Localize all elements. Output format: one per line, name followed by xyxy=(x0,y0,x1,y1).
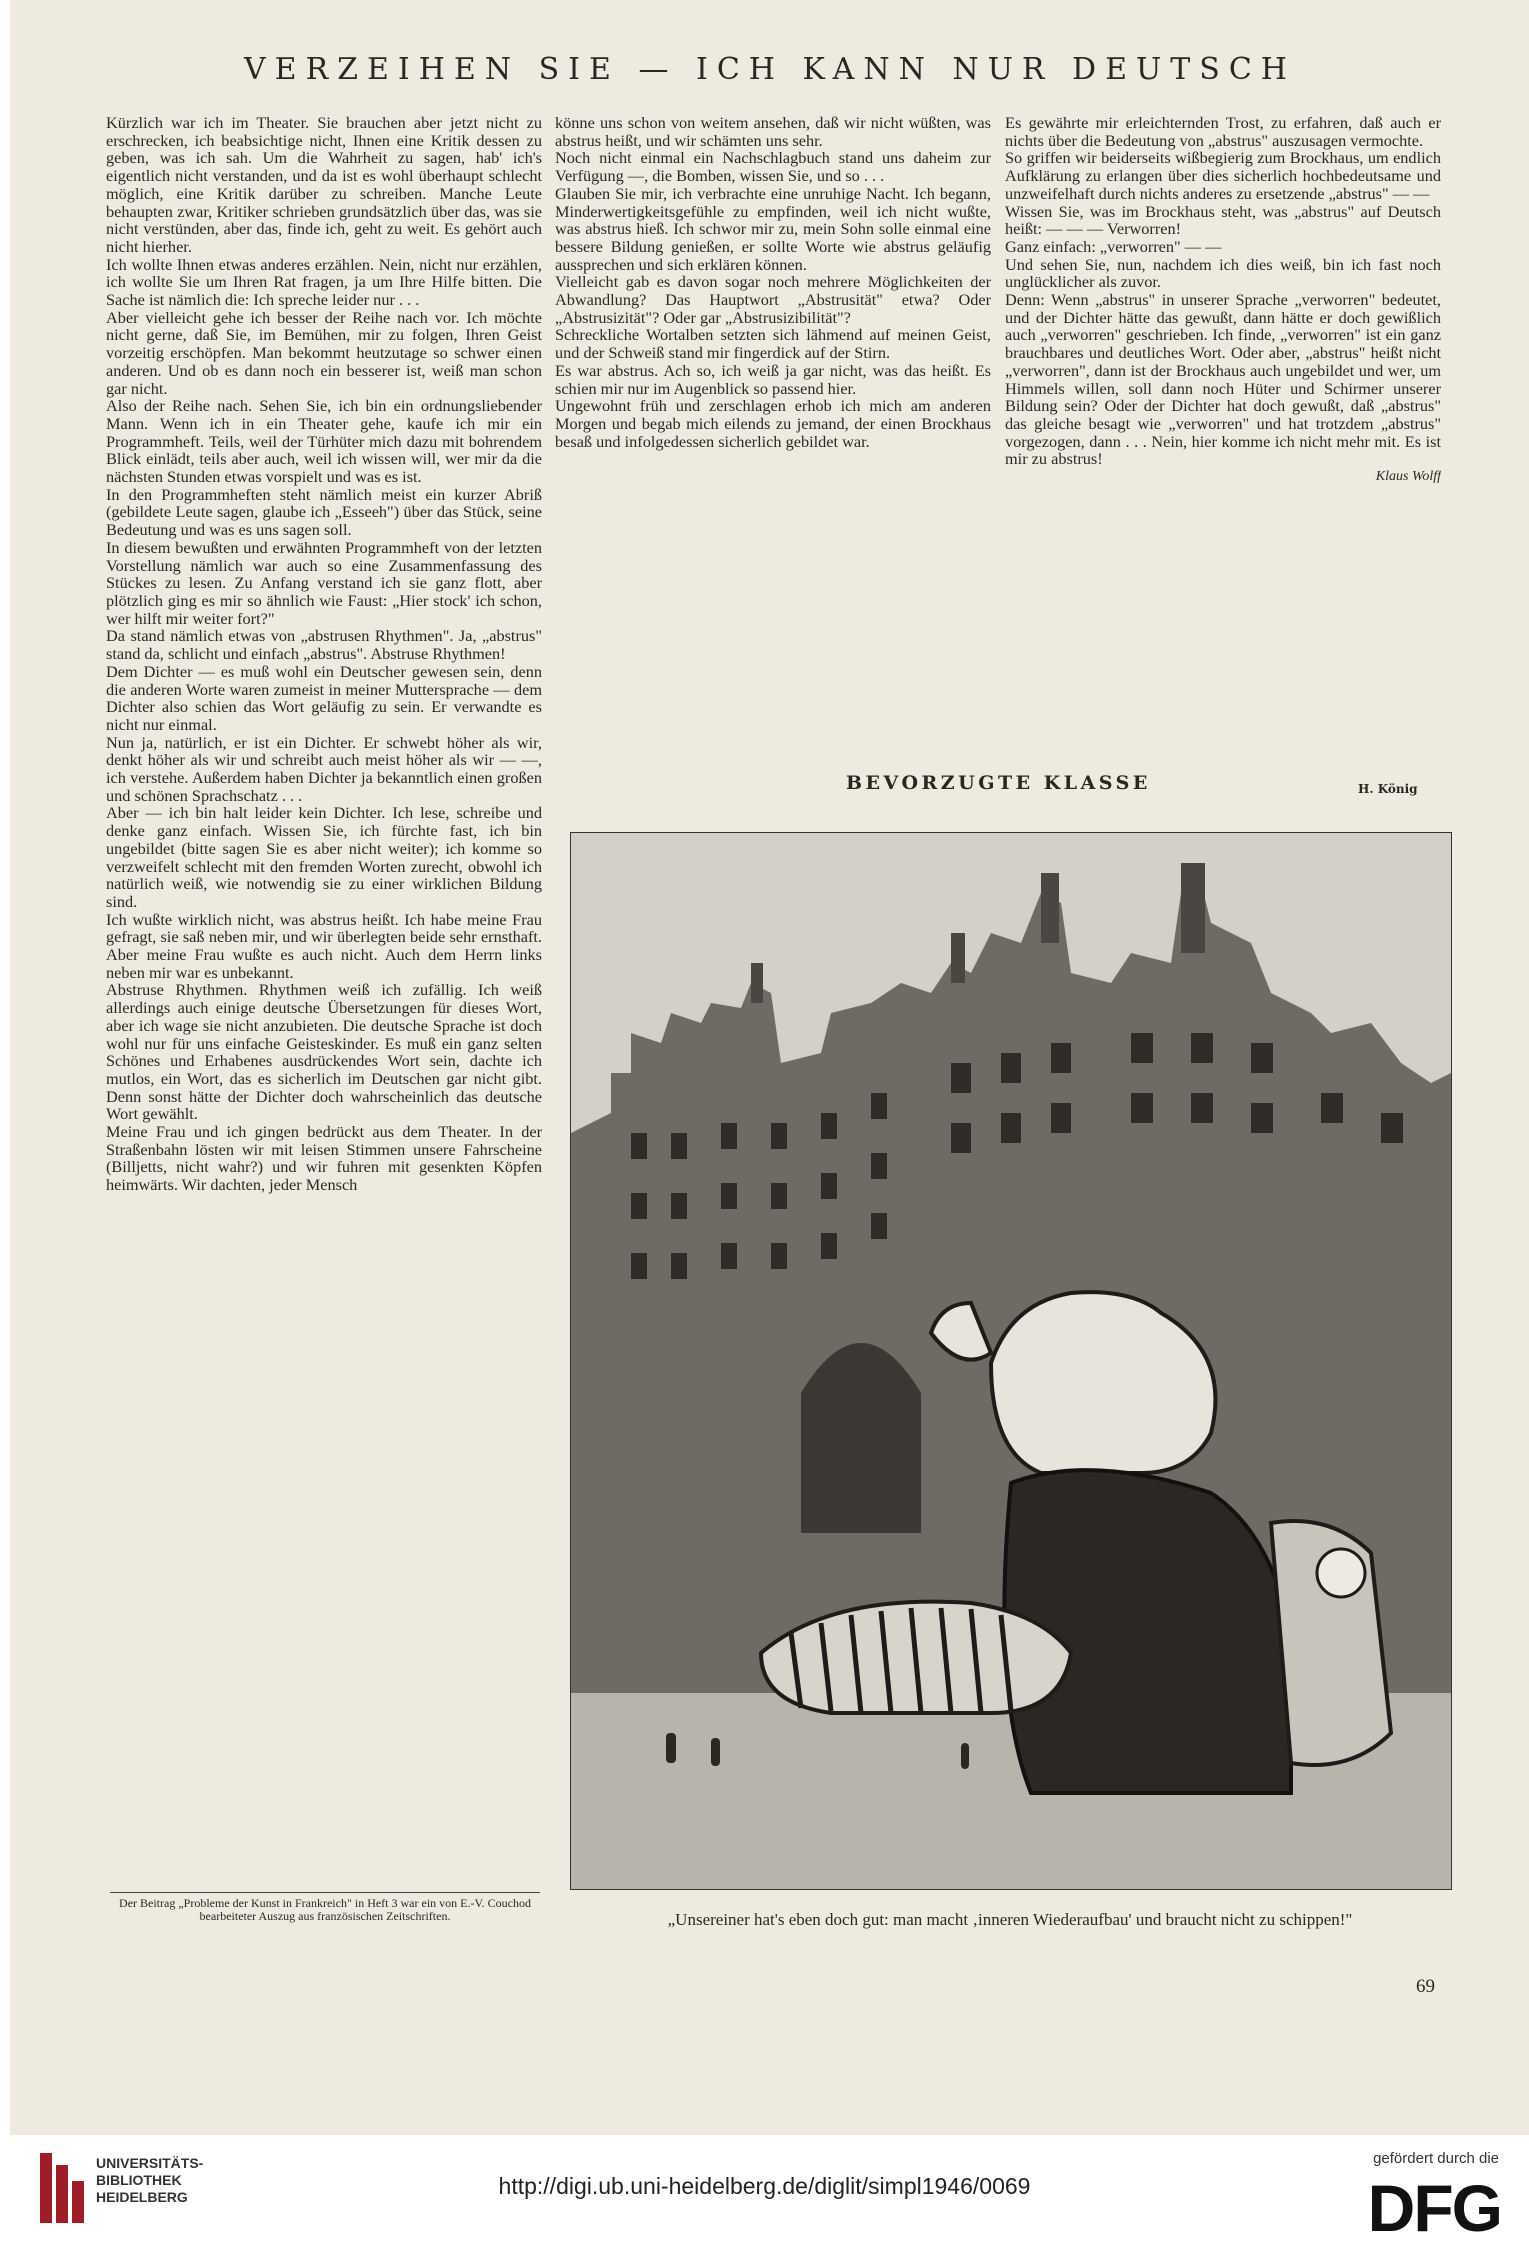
article-headline: VERZEIHEN SIE — ICH KANN NUR DEUTSCH xyxy=(244,52,1296,87)
archway xyxy=(801,1343,921,1533)
cartoon-caption: „Unsereiner hat's eben doch gut: man macht ‚inneren Wiederaufbau' und braucht nicht zu schippen!" xyxy=(667,1910,1353,1929)
paragraph: Aber — ich bin halt leider kein Dichter. Ich lese, schreibe und denke ganz einfach. Wissen Sie, ich fürchte fast, ich bin ungebildet (bitte sagen Sie es aber nicht weiter); ich komme so verzweifelt schlecht mit den fremden Worten zurecht, obwohl ich natürlich weiß, wie notwendig sie zu einer wirklichen Bildung sind. xyxy=(106,803,542,911)
paragraph: Meine Frau und ich gingen bedrückt aus dem Theater. In der Straßenbahn lösten wir mit leisen Stimmen unsere Fahrscheine (Billjetts, nicht wahr?) und wir fuhren mit gesenkten Köpfen heimwärts. Wir dachten, jeder Mensch xyxy=(106,1122,542,1195)
paragraph: Denn: Wenn „abstrus" in unserer Sprache „verworren" bedeutet, und der Dichter hätte das gewußt, dann hätte er doch gewißlich auch „verworren" geschrieben. Ich finde, „verworren" ist ein ganz brauchbares und deutliches Wort. Oder aber, „abstrus" heißt nicht „verworren", dann ist der Brockhaus auch ungebildet und wer, um Himmels willen, soll dann noch Hüter und Schirmer unserer Bildung sein? Oder der Dichter hat doch gewußt, daß „abstrus" das gleiche besagt wie „verworren" und hat trotzdem „abstrus" vorgezogen, dann . . . Nein, hier komme ich nicht mehr mit. Es ist mir zu abstrus! xyxy=(1005,290,1441,469)
illustration-credit: H. König xyxy=(1358,782,1418,796)
paragraph: Und sehen Sie, nun, nachdem ich dies weiß, bin ich fast noch unglücklicher als zuvor. xyxy=(1005,254,1441,292)
paragraph: Ich wollte Ihnen etwas anderes erzählen. Nein, nicht nur erzählen, ich wollte Sie um Ihren Rat fragen, ja um Ihre Hilfe bitten. Die Sache ist nämlich die: Ich spreche leider nur . . . xyxy=(106,254,542,310)
paragraph: könne uns schon von weitem ansehen, daß wir nicht wüßten, was abstrus heißt, und wir schämten uns sehr. xyxy=(555,114,991,150)
article-author: Klaus Wolff xyxy=(1375,469,1441,485)
institution-line: UNIVERSITÄTS- xyxy=(96,2155,204,2171)
paragraph: Aber vielleicht gehe ich besser der Reihe nach vor. Ich möchte nicht gerne, daß Sie, im Bemühen, mir zu folgen, Ihren Geist vorzeitig erschöpfen. Man bekommt heutzutage so schwer einen anderen. Und ob es dann noch ein besserer ist, weiß man schon gar nicht. xyxy=(106,307,542,398)
article-column-1 xyxy=(106,114,542,1880)
funding-label: gefördert durch die xyxy=(1373,2150,1499,2167)
paragraph: Kürzlich war ich im Theater. Sie brauchen aber jetzt nicht zu erschrecken, ich beabsichtige nicht, Ihnen eine Kritik dessen zu geben, was ich sah. Um die Wahrheit zu sagen, hab' ich's eigentlich nicht verstanden, und da ist es wohl überhaupt schlecht möglich, eine Kritik darüber zu schreiben. Manche Leute behaupten zwar, Kritiker schrieben grundsätzlich über das, was sie nicht verstünden, aber das, finde ich, geht zu weit. Es gehört auch nicht hierher. xyxy=(106,114,542,256)
source-url-link[interactable]: http://digi.ub.uni-heidelberg.de/diglit/simpl1946/0069 xyxy=(498,2173,1031,2199)
paragraph: Dem Dichter — es muß wohl ein Deutscher gewesen sein, denn die anderen Worte waren zumeist in meiner Muttersprache — dem Dichter also schien das Wort geläufig zu sein. Er verwandte es nicht nur einmal. xyxy=(106,661,542,734)
paragraph: Noch nicht einmal ein Nachschlagbuch stand uns daheim zur Verfügung —, die Bomben, wissen Sie, und so . . . xyxy=(555,148,991,186)
cartoon-photo xyxy=(570,832,1452,1890)
footnote xyxy=(110,1892,540,1923)
paragraph: So griffen wir beiderseits wißbegierig zum Brockhaus, um endlich Aufklärung zu erlangen über dies sicherlich hochbedeutsame und unzweifelhaft durch nichts anderes zu ersetzende „abstrus" — — xyxy=(1005,148,1441,203)
paragraph: In diesem bewußten und erwähnten Programmheft von der letzten Vorstellung nämlich war auch so eine Zusammenfassung des Stückes zu lesen. Zu Anfang verstand ich sie ganz flott, aber plötzlich ging es mir so ähnlich wie Faust: „Hier stock' ich schon, wer hilft mir weiter fort?" xyxy=(106,537,542,628)
article-column-2 xyxy=(555,114,991,726)
paragraph: Nun ja, natürlich, er ist ein Dichter. Er schwebt höher als wir, denkt höher als wir und schreibt auch meist höher als wir — —, ich verstehe. Außerdem haben Dichter ja bekanntlich einen großen und schönen Sprachschatz . . . xyxy=(106,732,542,805)
page xyxy=(10,0,1529,2135)
paragraph: Also der Reihe nach. Sehen Sie, ich bin ein ordnungsliebender Mann. Wenn ich in ein Theater gehe, kaufe ich mir ein Programmheft. Teils, weil der Türhüter mich dazu mit bohrendem Blick einlädt, teils aber auch, weil ich wissen will, wer mir da die nächsten Stunden etwas vorspielt und was es ist. xyxy=(106,396,542,487)
digitization-footer xyxy=(0,2135,1529,2247)
footnote-rule xyxy=(110,1892,540,1893)
section-title: BEVORZUGTE KLASSE xyxy=(846,772,1151,794)
institution-line: BIBLIOTHEK xyxy=(96,2172,182,2188)
paragraph: In den Programmheften steht nämlich meist ein kurzer Abriß (gebildete Leute sagen, glaube ich „Esseeh") über das Stück, seine Bedeutung und was es uns sagen soll. xyxy=(106,484,542,540)
footnote-text: Der Beitrag „Probleme der Kunst in Frankreich" in Heft 3 war ein von E.-V. Couchod bearbeiteter Auszug aus französischen Zeitschriften. xyxy=(119,1896,531,1923)
paragraph: Schreckliche Wortalben setzten sich lähmend auf meinen Geist, und der Schweiß stand mir fingerdick auf der Stirn. xyxy=(555,325,991,363)
dfg-logo[interactable]: DFG xyxy=(1367,2171,1501,2245)
paragraph: Ganz einfach: „verworren" — — xyxy=(1005,236,1222,256)
paragraph: Ich wußte wirklich nicht, was abstrus heißt. Ich habe meine Frau gefragt, sie saß neben mir, und wir überlegten beide sehr ernsthaft. Aber meine Frau wußte es auch nicht. Auch dem Herrn links neben mir war es unbekannt. xyxy=(106,909,542,982)
paragraph: Glauben Sie mir, ich verbrachte eine unruhige Nacht. Ich begann, Minderwertigkeitsgefühle zu empfinden, weil ich nicht wußte, was abstrus hieß. Ich schwor mir zu, mein Sohn solle einmal eine bessere Bildung genießen, er sollte Worte wie abstrus geläufig aussprechen und sich erklären können. xyxy=(555,183,991,274)
page-number: 69 xyxy=(1416,1976,1435,1997)
paragraph: Wissen Sie, was im Brockhaus steht, was „abstrus" auf Deutsch heißt: — — — Verworren! xyxy=(1005,201,1441,239)
paragraph: Da stand nämlich etwas von „abstrusen Rhythmen". Ja, „abstrus" stand da, schlicht und einfach „abstrus". Abstruse Rhythmen! xyxy=(106,626,542,664)
article-column-3 xyxy=(1005,114,1441,726)
paragraph: Es gewährte mir erleichternden Trost, zu erfahren, daß auch er nichts über die Bedeutung von „abstrus" auszusagen vermochte. xyxy=(1005,114,1441,150)
paragraph: Ungewohnt früh und zerschlagen erhob ich mich am anderen Morgen und begab mich eilends zu jemand, der einen Brockhaus besaß und infolgedessen sicherlich gebildet war. xyxy=(555,396,991,451)
institution-line: HEIDELBERG xyxy=(96,2189,188,2205)
paragraph: Es war abstrus. Ach so, ich weiß ja gar nicht, was das heißt. Es schien mir nur im Augenblick so passend hier. xyxy=(555,360,991,398)
paragraph: Vielleicht gab es davon sogar noch mehrere Möglichkeiten der Abwandlung? Das Hauptwort „Abstrusität" etwa? Oder „Abstrusizität"? Oder gar „Abstrusizibilität"? xyxy=(555,272,991,327)
paragraph: Abstruse Rhythmen. Rhythmen weiß ich zufällig. Ich weiß allerdings auch einige deutsche Übersetzungen für dieses Wort, aber ich wage sie nicht anzubieten. Die deutsche Sprache ist doch wohl nur für uns einfache Geisteskinder. Es muß ein ganz selten Schönes und Erhabenes ausdrückendes Wort sein, dachte ich mutlos, ein Wort, das es sicherlich im Deutschen gar nicht gibt. Denn sonst hätte der Dichter doch wahrscheinlich das deutsche Wort gewählt. xyxy=(106,980,542,1124)
